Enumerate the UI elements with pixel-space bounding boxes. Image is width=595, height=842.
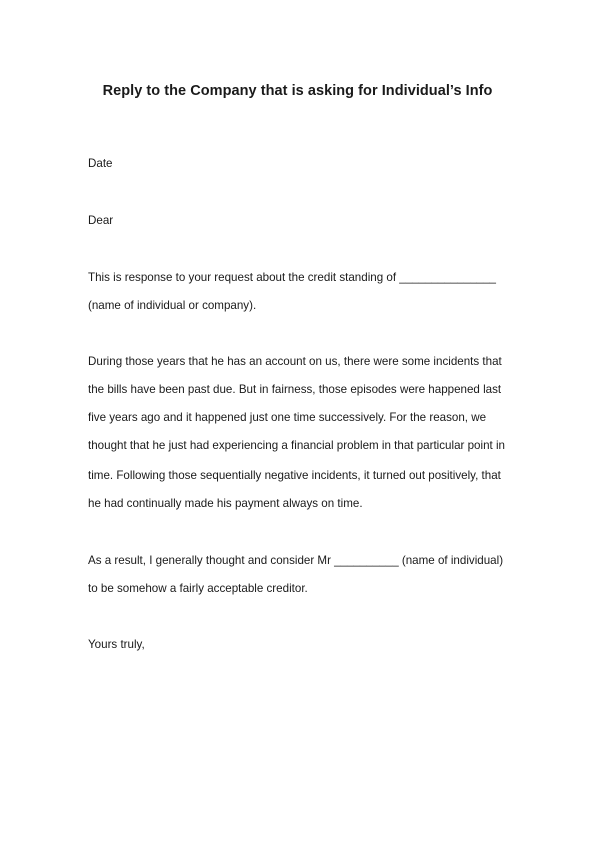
paragraph-line: five years ago and it happened just one time successively. For the reason, we xyxy=(88,411,487,424)
paragraph-line: (name of individual or company). xyxy=(88,299,257,312)
paragraph-line: During those years that he has an account on us, there were some incidents that xyxy=(88,355,502,368)
paragraph-line: time. Following those sequentially negative incidents, it turned out positively, that xyxy=(88,469,501,482)
salutation: Dear xyxy=(88,214,114,227)
date-label: Date xyxy=(88,157,113,170)
paragraph-line: This is response to your request about the credit standing of _______________ xyxy=(88,271,496,284)
document-title: Reply to the Company that is asking for Individual’s Info xyxy=(102,83,493,99)
paragraph-line: he had continually made his payment always on time. xyxy=(88,497,363,510)
paragraph-line: As a result, I generally thought and consider Mr __________ (name of individual) xyxy=(88,554,504,567)
paragraph-line: thought that he just had experiencing a financial problem in that particular point in xyxy=(88,439,505,452)
closing: Yours truly, xyxy=(88,638,145,651)
paragraph-line: to be somehow a fairly acceptable creditor. xyxy=(88,582,308,595)
paragraph-line: the bills have been past due. But in fairness, those episodes were happened last xyxy=(88,383,502,396)
